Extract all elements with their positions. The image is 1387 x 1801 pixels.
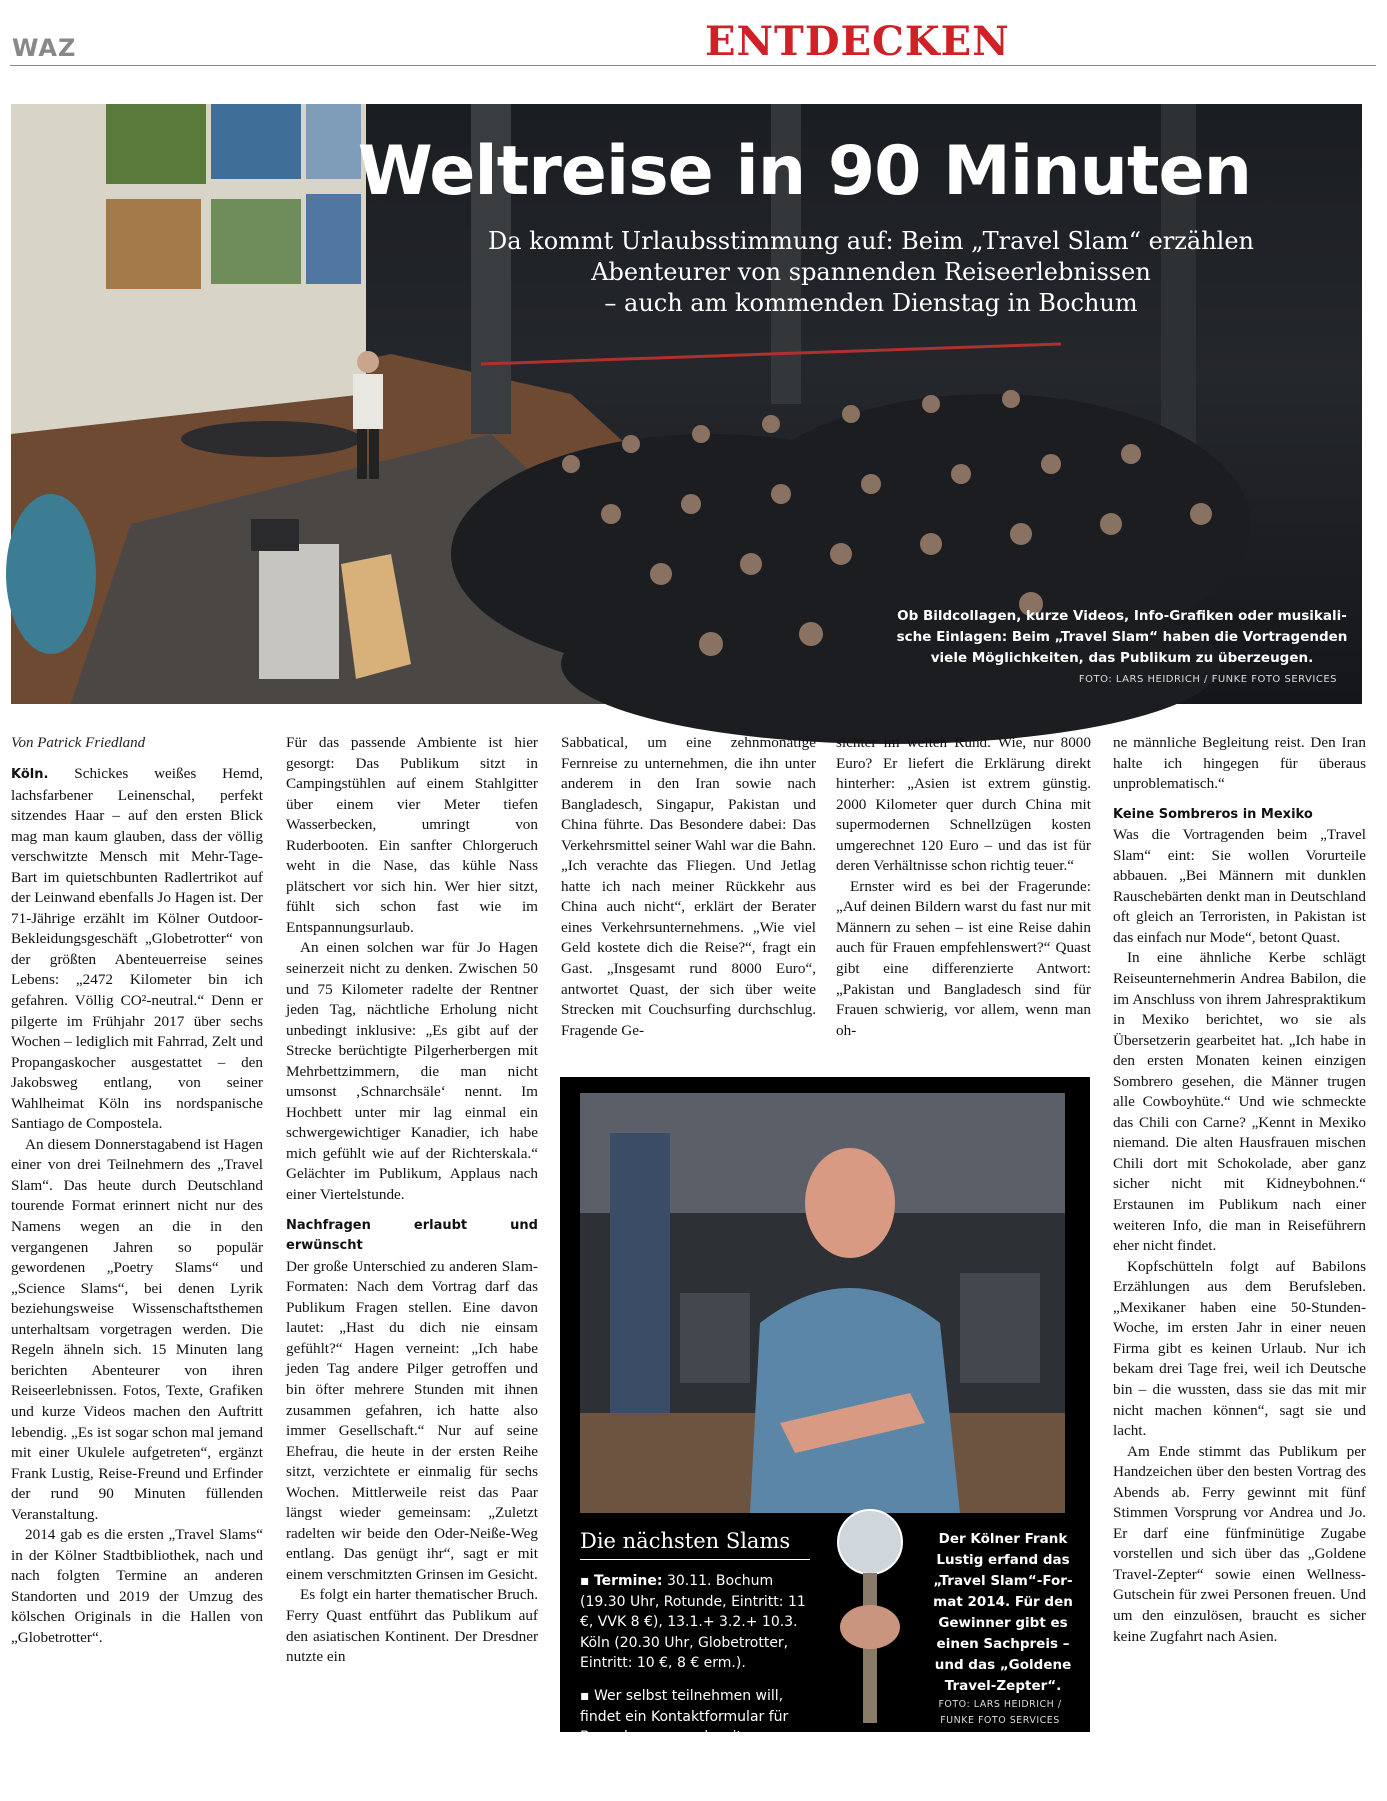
info-item-dates: ▪ Termine: 30.11. Bochum (19.30 Uhr, Rotunde, Eintritt: 11 €, VVK 8 €), 13.1.+ 3.2.+ 10.3. Köln (20.30 Uhr, Globetrotter, Eintritt: 10 €, 8 € erm.).	[580, 1573, 806, 1672]
article-column-5	[1113, 733, 1366, 1647]
screen-photo-bridge	[106, 199, 201, 289]
hero-photo	[11, 104, 1362, 704]
website-link[interactable]: travelslam.de	[580, 1770, 689, 1787]
kayak	[6, 494, 96, 654]
article-column-4	[836, 733, 1091, 1041]
section-title: ENTDECKEN	[705, 18, 1010, 65]
subheadline: Da kommt Urlaubsstimmung auf: Beim „Travel Slam“ erzählen Abenteurer von spannenden Reiseerlebnissen – auch am kommenden Dienstag in Bochum	[487, 227, 1255, 317]
paragraph: Kopfschütteln folgt auf Babilons Erzählungen aus dem Berufsleben. „Mexikaner haben eine 50-Stunden-Woche, im ersten Jahr in einer neuen Firma gibt es keinen Urlaub. Nur ich bekam drei Tage frei, weil ich Deutsche bin – die wussten, dass sie das mit mir nicht machen können“, sagt sie und lacht.	[1113, 1257, 1366, 1440]
paper-logo: WAZ	[12, 34, 77, 62]
paragraph: Sabbatical, um eine zehnmonatige Fernreise zu unternehmen, die ihn unter anderem in den Iran sowie nach Bangladesch, Singapur, Pakistan und China führte. Das Besondere dabei: Das Verkehrsmittel seiner Wahl war die Bahn. „Ich verachte das Fliegen. Und Jetlag hatte ich nach meiner Rückkehr aus China auch nicht“, erklärt der Berater eines Verkehrsunternehmens. „Wie viel Geld kostete dich die Reise?“, fragt ein Gast. „Insgesamt rund 8000 Euro“, antwortet Quast, der sich über weite Strecken mit Couchsurfing durchschlug. Fragende Ge-	[561, 734, 816, 1039]
portrait-caption: Der Kölner Frank Lustig erfand das „Travel Slam“-For- mat 2014. Für den Gewinner gibt es einen Sachpreis – und das „Goldene Travel-Zepter“.	[933, 1531, 1073, 1694]
paragraph: sichter im weiten Rund. Wie, nur 8000 Euro? Er liefert die Erklärung direkt hinterher: „Asien ist extrem günstig. 2000 Kilometer quer durch China mit supermodernen Schnellzügen kosten umgerechnet 120 Euro – und das ist für deren Verhältnisse schon richtig teuer.“	[836, 734, 1091, 875]
paragraph: An diesem Donnerstagabend ist Hagen einer von drei Teilnehmern des „Travel Slam“. Das heute durch Deutschland tourende Format erinnert nicht nur des Namens wegen an die in den vergangenen Jahren so populär gewordenen „Poetry Slams“ und „Science Slams“, bei denen Lyrik beziehungsweise Wissenschaftsthemen unterhaltsam vorgetragen werden. Die Regeln ähneln sich. 15 Minuten lang berichten Abenteurer von ihren Reiseerlebnissen. Fotos, Texte, Grafiken und kurze Videos machen den Auftritt lebendig. „Es ist sogar schon mal jemand mit einer Ukulele aufgetreten“, ergänzt Frank Lustig, Reise-Freund und Erfinder der rund 90 Minuten füllenden Veranstaltung.	[11, 1135, 263, 1523]
info-box-title: Die nächsten Slams	[580, 1529, 810, 1560]
info-item-apply: ▪ Wer selbst teilnehmen will, findet ein Kontaktformular für Bewerbungen und weitere Informationen auf travelslam.de.	[580, 1687, 789, 1787]
info-box	[560, 1077, 1090, 1787]
photo-caption: Ob Bildcollagen, kurze Videos, Info-Grafiken oder musikali- sche Einlagen: Beim „Travel Slam“ haben die Vortragenden viele Möglichkeiten, das Publikum zu überzeugen.	[896, 608, 1348, 666]
article-column-3	[561, 733, 816, 1041]
photo-credit: FOTO: LARS HEIDRICH / FUNKE FOTO SERVICES	[1078, 674, 1337, 685]
travel-zepter-image	[815, 1507, 925, 1732]
paragraph: Der große Unterschied zu anderen Slam-Formaten: Nach dem Vortrag darf das Publikum Fragen stellen. Eine davon lautet: „Hast du dich nie einsam gefühlt?“ Hagen verneint: „Ich habe jeden Tag andere Pilger getroffen und bin öfter mehrere Stunden mit ihnen zusammen gefahren, ich hatte also immer Gesellschaft.“ Nur auf seine Ehefrau, die heute in der ersten Reihe sitzt, verzichtete er einmalig für sechs Wochen. Mittlerweile reist das Paar längst wieder gemeinsam: „Zuletzt radelten wir beide den Oder-Neiße-Weg entlang. Das genügt ihr“, sagt er mit einem verschmitzten Grinsen im Gesicht.	[286, 1257, 538, 1583]
article-column-2	[286, 733, 538, 1668]
paragraph: In eine ähnliche Kerbe schlägt Reiseunternehmerin Andrea Babilon, die im Anschluss von ihrem Jahrespraktikum in Mexiko berichtet, wo sie als Übersetzerin gearbeitet hat. „Ich habe in den ersten Monaten keinen einzigen Sombrero gesehen, die Männer trugen alle Cowboyhüte.“ Und wie schmeckte das Chili con Carne? „Kennt in Mexiko niemand. Die alten Hausfrauen mischen Chili dort mit Schokolade, aber ganz sicher nicht mit Kidneybohnen.“ Erstaunen im Publikum nach einer weiteren Info, die man in Reiseführern eher nicht findet.	[1113, 949, 1366, 1255]
article-column-1	[11, 764, 263, 1649]
paragraph: Es folgt ein harter thematischer Bruch. Ferry Quast entführt das Publikum auf den asiatischen Kontinent. Der Dresdner nutzte ein	[286, 1586, 538, 1666]
masthead	[10, 10, 1376, 66]
paragraph: Ernster wird es bei der Fragerunde: „Auf deinen Bildern warst du fast nur mit Männern zu sehen – ist eine Reise dahin auch für Frauen empfehlenswert?“ Quast gibt eine differenzierte Antwort: „Pakistan und Bangladesch sind für Frauen schwierig, vor allem, wenn man oh-	[836, 877, 1091, 1039]
paragraph: 2014 gab es die ersten „Travel Slams“ in der Kölner Stadtbibliothek, nach und nach folgten Termine an anderen Standorten und 2019 der Umzug des kölschen Originals in die Hallen von „Globetrotter“.	[11, 1526, 263, 1646]
paragraph: Was die Vortragenden beim „Travel Slam“ eint: Sie wollen Vorurteile abbauen. „Bei Männern mit dunklen Rauschebärten denkt man in Deutschland oft gleich an Terroristen, in Pakistan ist das einfach nur Mode“, betont Quast.	[1113, 826, 1366, 946]
screen-photo-field	[211, 199, 301, 284]
portrait-scene	[580, 1093, 1065, 1513]
paragraph: ne männliche Begleitung reist. Den Iran halte ich hingegen für überaus unproblematisch.“	[1113, 734, 1366, 793]
paragraph: An einen solchen war für Jo Hagen seinerzeit nicht zu denken. Zwischen 50 und 75 Kilometer radelte der Rentner jeden Tag, nächtliche Erholung nicht unbedingt inklusive: „Es gibt auf der Strecke berüchtigte Pilgerherbergen mit Mehrbettzimmern, die man nicht umsonst ‚Schnarchsäle‘ nennt. Im Hochbett unter mir lag einmal ein schwergewichtiger Kanadier, ich habe mich gefühlt wie auf der Richterskala.“ Gelächter im Publikum, Applaus nach einer Viertelstunde.	[286, 939, 538, 1204]
headline: Weltreise in 90 Minuten	[357, 132, 1251, 211]
paragraph: Köln. Schickes weißes Hemd, lachsfarbener Leinenschal, perfekt sitzendes Haar – auf den ersten Blick mag man kaum glauben, dass der völlig verschwitzte Mensch mit Mehr-Tage-Bart im quietschbunten Radlertrikot auf der Leinwand ebenfalls Jo Hagen ist. Der 71-Jährige erzählt im Kölner Outdoor-Bekleidungsgeschäft „Globetrotter“ von der größten Abenteuerreise seines Lebens: „2472 Kilometer bin ich gefahren. Völlig CO²-neutral.“ Denn er pilgerte im Frühjahr 2017 über sechs Wochen – lediglich mit Fahrrad, Zelt und Propangaskocher ausgestattet – den Jakobsweg entlang, von seiner Wahlheimat Köln ins nordspanische Santiago de Compostela.	[11, 765, 263, 1133]
laptop	[251, 519, 299, 551]
boat	[181, 421, 361, 457]
background-person	[610, 1133, 670, 1413]
zepter-globe	[838, 1510, 902, 1574]
hand	[840, 1605, 900, 1649]
speaker	[353, 374, 383, 429]
subheading: Nachfragen erlaubt und erwünscht	[286, 1217, 538, 1254]
info-box-text	[580, 1571, 812, 1801]
portrait-photo	[580, 1093, 1065, 1513]
lectern	[259, 544, 339, 679]
paragraph: Am Ende stimmt das Publikum per Handzeichen über den besten Vortrag des Abends ab. Ferry gewinnt mit fünf Stimmen Vorsprung vor Andrea und Jo. Er darf eine fünfminütige Zugabe vorstellen und sich über das „Goldene Travel-Zepter“ sowie einen Wellness-Gutschein für zwei Personen freuen. Und um den einzulösen, braucht es sicher keine Zugfahrt nach Asien.	[1113, 1442, 1366, 1645]
portrait-credit: FOTO: LARS HEIDRICH / FUNKE FOTO SERVICES	[938, 1699, 1062, 1726]
blue-jacket	[750, 1288, 960, 1513]
subheading: Keine Sombreros in Mexiko	[1113, 806, 1313, 822]
byline: Von Patrick Friedland	[11, 735, 146, 751]
man-face	[805, 1148, 895, 1258]
paragraph: Für das passende Ambiente ist hier gesorgt: Das Publikum sitzt in Campingstühlen auf einem Stahlgitter über einem vier Meter tiefen Wasserbecken, umringt von Ruderbooten. Ein sanfter Chlorgeruch weht in die Nase, das kühle Nass plätschert vor sich hin. Wer hier sitzt, fühlt sich schon fast wie im Entspannungsurlaub.	[286, 734, 538, 936]
